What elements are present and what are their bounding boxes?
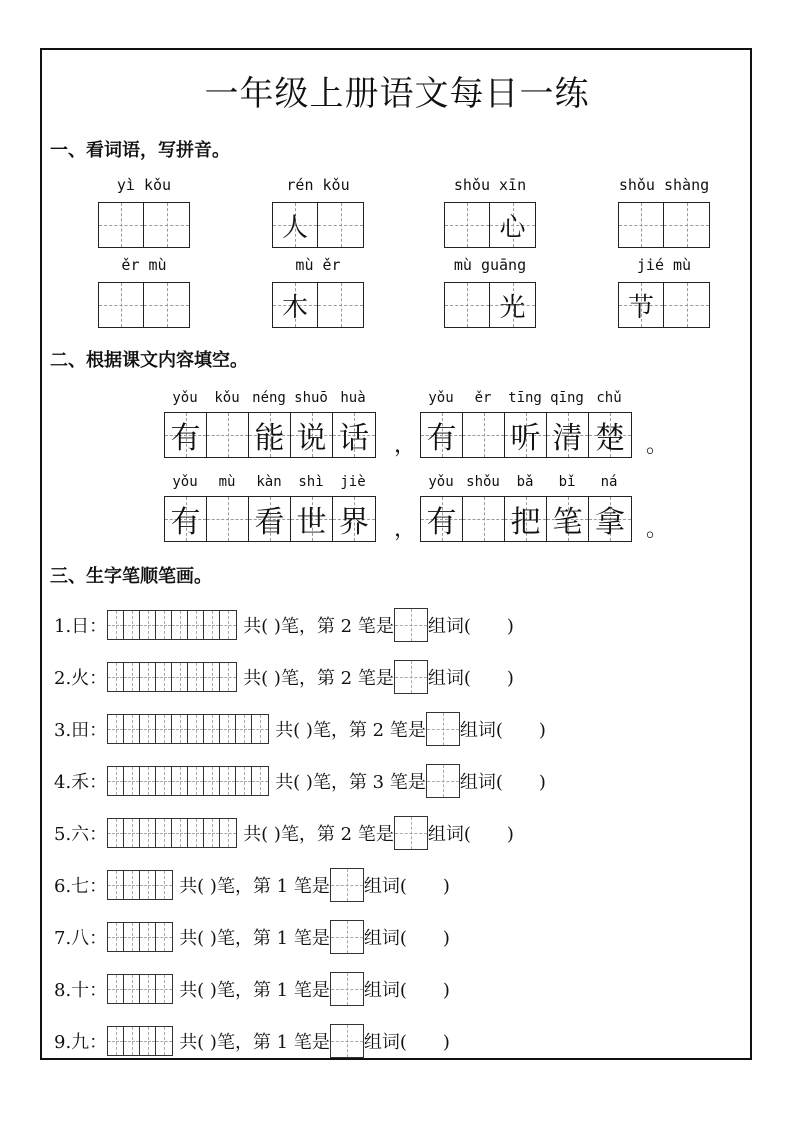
sentence-pinyin: yǒu [172, 390, 198, 406]
stroke-cell[interactable] [204, 663, 220, 691]
grid-cell[interactable] [619, 283, 664, 327]
grid-cell[interactable] [273, 203, 318, 247]
stroke-cell[interactable] [140, 975, 156, 1003]
stroke-cell[interactable] [124, 767, 140, 795]
stroke-cell[interactable] [124, 663, 140, 691]
page-title: 一年级上册语文每日一练 [204, 74, 590, 114]
grid-char: 有 [426, 421, 457, 456]
grid-cell[interactable] [547, 413, 589, 457]
tianzige-grid[interactable] [618, 282, 710, 328]
grid-cell[interactable] [589, 497, 631, 541]
stroke-cell[interactable] [108, 715, 124, 743]
grid-cell[interactable] [249, 413, 291, 457]
grid-char: 心 [499, 212, 526, 243]
stroke-count-text: 共( )笔，第 1 笔是 [179, 928, 330, 949]
stroke-cell[interactable] [188, 819, 204, 847]
grid-cell[interactable] [490, 283, 535, 327]
stroke-cell[interactable] [140, 923, 156, 951]
grid-char: 有 [170, 421, 201, 456]
period-mark: 。 [646, 517, 669, 542]
grid-char: 笔 [552, 505, 583, 540]
grid-cell[interactable] [421, 497, 463, 541]
question-label: 5.六： [54, 824, 108, 845]
stroke-answer-box[interactable] [394, 660, 428, 694]
grid-cell[interactable] [619, 203, 664, 247]
question-label: 3.田： [54, 720, 108, 741]
sentence-pinyin: huà [340, 390, 366, 406]
stroke-question [54, 922, 450, 952]
tianzige-grid[interactable] [444, 202, 536, 248]
grid-cell[interactable] [99, 203, 144, 247]
stroke-answer-box[interactable] [330, 920, 364, 954]
grid-char: 听 [510, 421, 541, 456]
stroke-answer-box[interactable] [426, 764, 460, 798]
stroke-cell[interactable] [156, 611, 172, 639]
stroke-cell[interactable] [172, 663, 188, 691]
word-pinyin: rén kǒu [286, 176, 350, 194]
stroke-cell[interactable] [252, 767, 268, 795]
stroke-cell[interactable] [188, 663, 204, 691]
stroke-count-text: 共( )笔，第 1 笔是 [179, 1032, 330, 1053]
stroke-question [54, 1026, 450, 1056]
question-label: 2.火： [54, 668, 108, 689]
grid-cell[interactable] [463, 413, 505, 457]
stroke-question [54, 610, 514, 640]
sentence-pinyin: shuō [294, 390, 328, 406]
word-pinyin: yì kǒu [116, 176, 172, 194]
comma-mark: ， [394, 517, 417, 542]
stroke-cell[interactable] [220, 767, 236, 795]
grid-cell[interactable] [291, 497, 333, 541]
stroke-cell[interactable] [172, 767, 188, 795]
stroke-answer-box[interactable] [394, 608, 428, 642]
stroke-question [54, 714, 546, 744]
stroke-cell[interactable] [140, 1027, 156, 1055]
stroke-cell[interactable] [124, 819, 140, 847]
question-label: 4.禾： [54, 772, 108, 793]
sentence-pinyin: yǒu [172, 474, 198, 490]
stroke-cell[interactable] [124, 1027, 140, 1055]
grid-cell[interactable] [165, 497, 207, 541]
grid-char: 木 [281, 292, 308, 323]
stroke-cell[interactable] [236, 767, 252, 795]
stroke-count-text: 共( )笔，第 3 笔是 [275, 772, 426, 793]
sentence-pinyin: bǐ [558, 474, 576, 490]
grid-char: 拿 [595, 505, 625, 540]
stroke-count-text: 共( )笔，第 2 笔是 [243, 668, 394, 689]
stroke-cell[interactable] [140, 819, 156, 847]
stroke-answer-box[interactable] [426, 712, 460, 746]
sentence-pinyin: qīng [550, 390, 584, 406]
section2-heading: 二、根据课文内容填空。 [50, 350, 248, 371]
grid-cell[interactable] [165, 413, 207, 457]
stroke-answer-box[interactable] [330, 1024, 364, 1058]
stroke-cell[interactable] [124, 871, 140, 899]
word-pinyin: jié mù [636, 256, 692, 274]
sentence-pinyin: néng [252, 390, 286, 406]
sentence-pinyin: ná [600, 474, 618, 490]
stroke-count-text: 共( )笔，第 2 笔是 [243, 824, 394, 845]
grid-cell[interactable] [318, 283, 363, 327]
grid-cell[interactable] [318, 203, 363, 247]
question-label: 9.九： [54, 1032, 108, 1053]
worksheet-frame [40, 48, 752, 1060]
question-label: 8.十： [54, 980, 108, 1001]
stroke-question [54, 766, 546, 796]
sentence-pinyin: kǒu [214, 390, 240, 406]
stroke-cell[interactable] [156, 715, 172, 743]
grid-cell[interactable] [207, 413, 249, 457]
word-group-text: 组词( ) [363, 928, 450, 949]
sentence-pinyin: yǒu [428, 390, 454, 406]
grid-cell[interactable] [144, 203, 189, 247]
grid-char: 人 [281, 212, 308, 243]
grid-char: 楚 [595, 421, 625, 456]
stroke-cell[interactable] [156, 767, 172, 795]
grid-cell[interactable] [421, 413, 463, 457]
grid-char: 能 [254, 421, 285, 456]
section3-heading: 三、生字笔顺笔画。 [50, 566, 212, 587]
stroke-cell[interactable] [140, 611, 156, 639]
word-group-text: 组词( ) [427, 616, 514, 637]
grid-char: 话 [339, 421, 369, 456]
stroke-cell[interactable] [156, 663, 172, 691]
stroke-cell[interactable] [124, 923, 140, 951]
grid-cell[interactable] [333, 413, 375, 457]
stroke-cell[interactable] [220, 819, 236, 847]
word-group-text: 组词( ) [459, 772, 546, 793]
question-label: 1.日： [54, 616, 108, 637]
sentence-pinyin: kàn [256, 474, 282, 490]
stroke-count-text: 共( )笔，第 2 笔是 [275, 720, 426, 741]
sentence-grid[interactable] [420, 412, 632, 458]
grid-char: 光 [499, 292, 526, 323]
stroke-cell[interactable] [108, 767, 124, 795]
grid-cell[interactable] [333, 497, 375, 541]
stroke-order-boxes[interactable] [107, 922, 173, 952]
word-pinyin: mù guāng [453, 256, 527, 274]
stroke-order-boxes[interactable] [107, 870, 173, 900]
stroke-order-boxes[interactable] [107, 818, 237, 848]
comma-mark: ， [394, 433, 417, 458]
stroke-cell[interactable] [252, 715, 268, 743]
grid-cell[interactable] [273, 283, 318, 327]
stroke-cell[interactable] [108, 611, 124, 639]
stroke-cell[interactable] [220, 611, 236, 639]
grid-cell[interactable] [445, 203, 490, 247]
grid-char: 节 [627, 292, 654, 323]
stroke-question [54, 974, 450, 1004]
stroke-count-text: 共( )笔，第 1 笔是 [179, 876, 330, 897]
stroke-cell[interactable] [188, 715, 204, 743]
word-pinyin: mù ěr [295, 256, 341, 274]
stroke-cell[interactable] [204, 767, 220, 795]
grid-cell[interactable] [490, 203, 535, 247]
stroke-cell[interactable] [108, 871, 124, 899]
question-label: 6.七： [54, 876, 108, 897]
stroke-order-boxes[interactable] [107, 662, 237, 692]
stroke-cell[interactable] [204, 611, 220, 639]
grid-char: 看 [254, 505, 285, 540]
sentence-pinyin: shǒu [466, 474, 500, 490]
sentence-grid[interactable] [420, 496, 632, 542]
stroke-cell[interactable] [172, 715, 188, 743]
stroke-order-boxes[interactable] [107, 766, 269, 796]
word-group-text: 组词( ) [459, 720, 546, 741]
stroke-cell[interactable] [140, 871, 156, 899]
word-group-text: 组词( ) [363, 1032, 450, 1053]
sentence-pinyin: yǒu [428, 474, 454, 490]
stroke-question [54, 662, 514, 692]
question-label: 7.八： [54, 928, 108, 949]
stroke-cell[interactable] [108, 663, 124, 691]
grid-char: 有 [426, 505, 457, 540]
stroke-cell[interactable] [156, 923, 172, 951]
section1-heading: 一、看词语，写拼音。 [50, 140, 230, 161]
stroke-cell[interactable] [156, 819, 172, 847]
grid-cell[interactable] [505, 497, 547, 541]
stroke-cell[interactable] [204, 715, 220, 743]
sentence-pinyin: mù [218, 474, 236, 490]
stroke-cell[interactable] [124, 975, 140, 1003]
stroke-cell[interactable] [220, 663, 236, 691]
grid-cell[interactable] [144, 283, 189, 327]
word-group-text: 组词( ) [363, 980, 450, 1001]
grid-char: 世 [296, 505, 327, 540]
stroke-cell[interactable] [140, 767, 156, 795]
stroke-cell[interactable] [204, 819, 220, 847]
stroke-cell[interactable] [124, 715, 140, 743]
stroke-order-boxes[interactable] [107, 714, 269, 744]
grid-cell[interactable] [463, 497, 505, 541]
stroke-count-text: 共( )笔，第 2 笔是 [243, 616, 394, 637]
stroke-cell[interactable] [140, 663, 156, 691]
stroke-answer-box[interactable] [330, 868, 364, 902]
word-group-text: 组词( ) [427, 668, 514, 689]
stroke-cell[interactable] [124, 611, 140, 639]
stroke-answer-box[interactable] [330, 972, 364, 1006]
stroke-cell[interactable] [108, 819, 124, 847]
sentence-grid[interactable] [164, 496, 376, 542]
sentence-pinyin: shì [298, 474, 324, 490]
grid-cell[interactable] [589, 413, 631, 457]
grid-cell[interactable] [445, 283, 490, 327]
word-group-text: 组词( ) [427, 824, 514, 845]
grid-char: 把 [510, 505, 541, 540]
sentence-pinyin: jiè [340, 474, 366, 490]
grid-cell[interactable] [664, 203, 709, 247]
sentence-pinyin: tīng [508, 390, 542, 406]
period-mark: 。 [646, 433, 669, 458]
grid-char: 有 [170, 505, 201, 540]
grid-cell[interactable] [249, 497, 291, 541]
word-pinyin: ěr mù [121, 256, 167, 274]
stroke-cell[interactable] [188, 611, 204, 639]
stroke-cell[interactable] [108, 975, 124, 1003]
grid-cell[interactable] [664, 283, 709, 327]
stroke-cell[interactable] [156, 975, 172, 1003]
stroke-order-boxes[interactable] [107, 974, 173, 1004]
sentence-pinyin: bǎ [516, 474, 534, 490]
stroke-cell[interactable] [236, 715, 252, 743]
stroke-cell[interactable] [172, 819, 188, 847]
stroke-cell[interactable] [188, 767, 204, 795]
grid-char: 说 [296, 421, 327, 456]
grid-cell[interactable] [291, 413, 333, 457]
word-pinyin: shǒu xīn [453, 176, 527, 194]
stroke-question [54, 818, 514, 848]
stroke-cell[interactable] [220, 715, 236, 743]
stroke-cell[interactable] [108, 923, 124, 951]
stroke-cell[interactable] [108, 1027, 124, 1055]
sentence-pinyin: ěr [474, 390, 492, 406]
word-pinyin: shǒu shàng [618, 176, 710, 194]
grid-cell[interactable] [207, 497, 249, 541]
sentence-pinyin: chǔ [596, 390, 622, 406]
stroke-cell[interactable] [140, 715, 156, 743]
tianzige-grid[interactable] [444, 282, 536, 328]
stroke-question [54, 870, 450, 900]
grid-cell[interactable] [99, 283, 144, 327]
tianzige-grid[interactable] [618, 202, 710, 248]
stroke-order-boxes[interactable] [107, 1026, 173, 1056]
stroke-answer-box[interactable] [394, 816, 428, 850]
stroke-count-text: 共( )笔，第 1 笔是 [179, 980, 330, 1001]
stroke-cell[interactable] [156, 871, 172, 899]
grid-char: 清 [552, 421, 583, 456]
grid-cell[interactable] [547, 497, 589, 541]
sentence-grid[interactable] [164, 412, 376, 458]
grid-char: 界 [339, 505, 369, 540]
tianzige-grid[interactable] [272, 282, 364, 328]
stroke-order-boxes[interactable] [107, 610, 237, 640]
word-group-text: 组词( ) [363, 876, 450, 897]
grid-cell[interactable] [505, 413, 547, 457]
tianzige-grid[interactable] [98, 202, 190, 248]
stroke-cell[interactable] [172, 611, 188, 639]
stroke-cell[interactable] [156, 1027, 172, 1055]
tianzige-grid[interactable] [98, 282, 190, 328]
tianzige-grid[interactable] [272, 202, 364, 248]
